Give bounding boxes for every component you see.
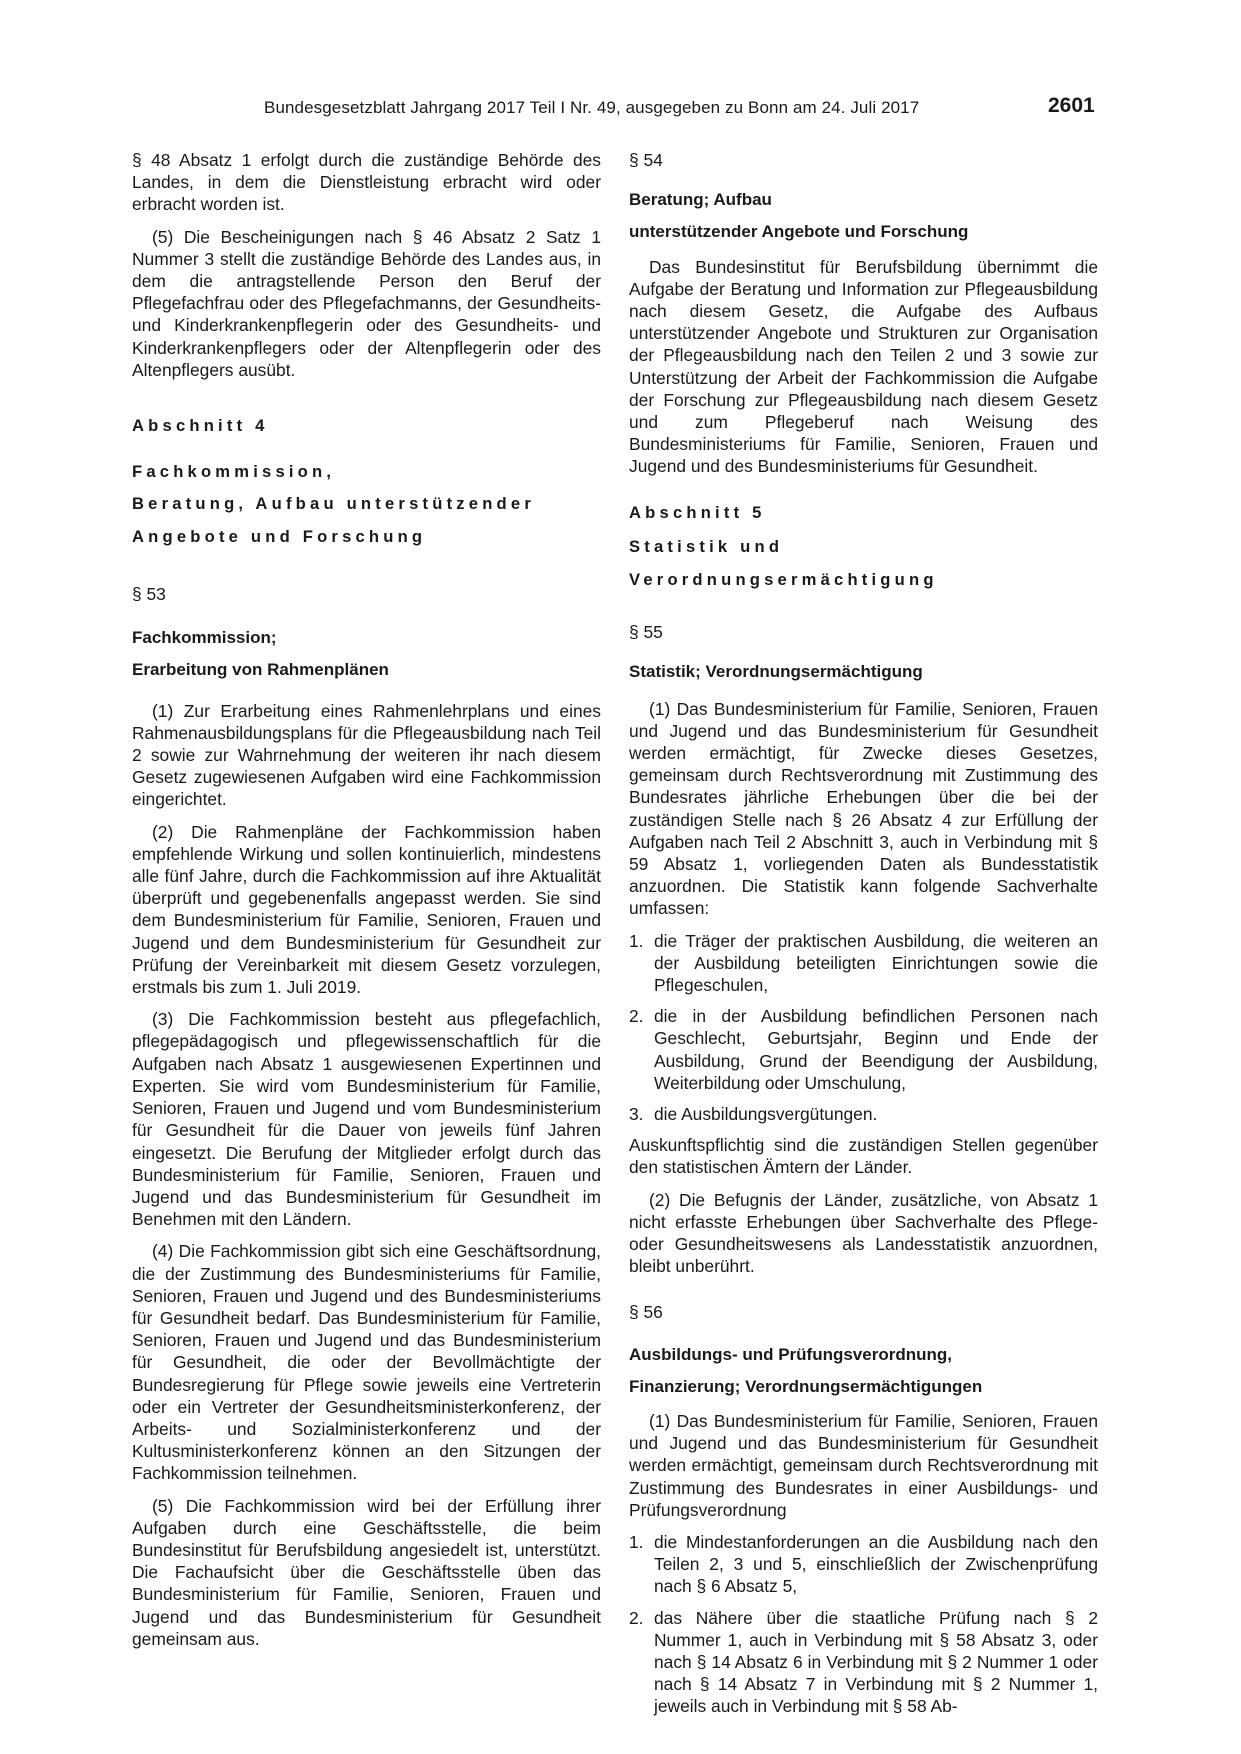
section-54-paragraph: Das Bundesinstitut für Berufsbildung übernimmt die Aufgabe der Beratung und Information zur Pflegeausbildung nach diesem Gesetz, die Aufgabe des Aufbaus unterstützender Angebote und Strukturen zur Organisation der Pflegeausbildung nach den Teilen 2 und 3 sowie zur Unterstützung der Arbeit der Fachkommission die Aufgabe der Forschung zur Pflegeausbildung nach diesem Gesetz und zum Pflegeberuf nach Weisung des Bundesministeriums für Familie, Senioren, Frauen und Jugend und des Bundesministeriums für Gesundheit. <box>629 256 1098 477</box>
section-55-number: § 55 <box>629 622 663 643</box>
list-item-text: die Ausbildungsvergütungen. <box>654 1104 878 1124</box>
abschnitt-5-title-line-2: Verordnungsermächtigung <box>629 569 938 589</box>
list-item <box>629 930 1098 997</box>
list-item <box>629 1607 1098 1718</box>
section-55-title: Statistik; Verordnungsermächtigung <box>629 662 923 682</box>
section-54-number: § 54 <box>629 150 663 170</box>
section-53-title-line-1: Fachkommission; <box>132 628 277 648</box>
left-column <box>132 149 601 1660</box>
section-56-paragraph-1: (1) Das Bundesministerium für Familie, Senioren, Frauen und Jugend und das Bundesministerium für Gesundheit werden ermächtigt, gemeinsam durch Rechtsverordnung mit Zustimmung des Bundesrates in einer Ausbildungs- und Prüfungsverordnung <box>629 1411 1098 1520</box>
gazette-title: Bundesgesetzblatt Jahrgang 2017 Teil I Nr. 49, ausgegeben zu Bonn am 24. Juli 2017 <box>264 98 920 117</box>
paragraph-s52-5: (5) Die Bescheinigungen nach § 46 Absatz 2 Satz 1 Nummer 3 stellt die zuständige Behörde des Landes aus, in dem die antragstellende Person den Beruf der Pflegefachfrau oder des Pflegefachmanns, der Gesundheits- und Kinderkrankenpflegerin oder des Gesundheits- und Kinderkrankenpflegers oder der Altenpflegerin oder des Altenpflegers ausübt. <box>132 226 601 380</box>
list-item <box>629 1005 1098 1094</box>
list-item <box>629 1531 1098 1598</box>
list-item-text: die Träger der praktischen Ausbildung, die weiteren an der Ausbildung beteiligten Einrichtungen sowie die Pflegeschulen, <box>654 930 1098 995</box>
abschnitt-5-title-line-1: Statistik und <box>629 537 784 557</box>
list-item-text: die in der Ausbildung befindlichen Personen nach Geschlecht, Geburtsjahr, Beginn und Ende der Ausbildung, Grund der Beendigung der Ausbildung, Weiterbildung oder Umschulung, <box>654 1006 1098 1093</box>
list-item-number: 2. <box>629 1006 644 1027</box>
section-54-title-line-2: unterstützender Angebote und Forschung <box>629 222 969 242</box>
section-55-paragraph-2: (2) Die Befugnis der Länder, zusätzliche, von Absatz 1 nicht erfasste Erhebungen über Sachverhalte des Pflege- oder Gesundheitswesens als Landesstatistik anzuordnen, bleibt unberührt. <box>629 1189 1098 1277</box>
section-56-list <box>629 1531 1098 1718</box>
list-item-text: die Mindestanforderungen an die Ausbildung nach den Teilen 2, 3 und 5, einschließlich der Zwischenprüfung nach § 6 Absatz 5, <box>654 1532 1098 1597</box>
paragraph-continuation: § 48 Absatz 1 erfolgt durch die zuständige Behörde des Landes, in dem die Dienstleistung erbracht wird oder erbracht worden ist. <box>132 150 601 215</box>
section-53-title-line-2: Erarbeitung von Rahmenplänen <box>132 660 389 680</box>
page-number: 2601 <box>1048 94 1095 117</box>
list-item-text: das Nähere über die staatliche Prüfung nach § 2 Nummer 1, auch in Verbindung mit § 58 Absatz 3, oder nach § 14 Absatz 6 in Verbindung mit § 2 Nummer 1 oder nach § 14 Absatz 7 in Verbindung mit § 2 Nummer 1, jeweils auch in Verbindung mit § 58 Ab- <box>654 1607 1098 1717</box>
section-55-after-list: Auskunftspflichtig sind die zuständigen Stellen gegenüber den statistischen Ämtern der Länder. <box>629 1135 1098 1178</box>
abschnitt-4-title-line-1: Fachkommission, <box>132 461 336 481</box>
section-56-number: § 56 <box>629 1302 663 1323</box>
list-item-number: 1. <box>629 930 644 951</box>
section-53-paragraph-4: (4) Die Fachkommission gibt sich eine Geschäftsordnung, die der Zustimmung des Bundesministeriums für Familie, Senioren, Frauen und Jugend und des Bundesministeriums für Gesundheit bedarf. Das Bundesministerium für Familie, Senioren, Frauen und Jugend und das Bundesministerium für Gesundheit, die oder der Bevollmächtigte der Bundesregierung für Pflege sowie jeweils eine Vertreterin oder ein Vertreter der Gesundheitsministerkonferenz, der Arbeits- und Sozialministerkonferenz und der Kultusministerkonferenz können an den Sitzungen der Fachkommission teilnehmen. <box>132 1241 601 1484</box>
list-item-number: 1. <box>629 1532 644 1553</box>
list-item-number: 2. <box>629 1607 644 1628</box>
section-53-number: § 53 <box>132 584 166 605</box>
abschnitt-4-title-line-2: Beratung, Aufbau unterstützender <box>132 494 535 514</box>
right-column <box>629 149 1098 1727</box>
abschnitt-5-label: Abschnitt 5 <box>629 502 766 522</box>
abschnitt-4-label: Abschnitt 4 <box>132 416 269 436</box>
section-53-paragraph-2: (2) Die Rahmenpläne der Fachkommission haben empfehlende Wirkung und sollen kontinuierlich, mindestens alle fünf Jahre, durch die Fachkommission auf ihre Aktualität überprüft und gegebenenfalls angepasst werden. Sie sind dem Bundesministerium für Familie, Senioren, Frauen und Jugend und dem Bundesministerium für Gesundheit zur Prüfung der Vereinbarkeit mit diesem Gesetz vorzulegen, erstmals bis zum 1. Juli 2019. <box>132 821 601 998</box>
section-56-title-line-2: Finanzierung; Verordnungsermächtigungen <box>629 1376 983 1396</box>
section-54-title-line-1: Beratung; Aufbau <box>629 190 772 210</box>
page-header <box>0 94 1241 128</box>
section-56-title-line-1: Ausbildungs- und Prüfungsverordnung, <box>629 1344 952 1364</box>
abschnitt-4-title-line-3: Angebote und Forschung <box>132 526 427 546</box>
list-item <box>629 1103 1098 1125</box>
section-55-paragraph-1: (1) Das Bundesministerium für Familie, Senioren, Frauen und Jugend und das Bundesministerium für Gesundheit werden ermächtigt, für Zwecke dieses Gesetzes, gemeinsam durch Rechtsverordnung mit Zustimmung des Bundesrates jährliche Erhebungen über die bei der zuständigen Stelle nach § 26 Absatz 4 zur Erfüllung der Aufgaben nach Teil 2 Abschnitt 3, auch in Verbindung mit § 59 Absatz 1, vorliegenden Daten als Bundesstatistik anzuordnen. Die Statistik kann folgende Sachverhalte umfassen: <box>629 698 1098 919</box>
section-53-paragraph-1: (1) Zur Erarbeitung eines Rahmenlehrplans und eines Rahmenausbildungsplans für die Pflegeausbildung nach Teil 2 sowie zur Wahrnehmung der weiteren ihr nach diesem Gesetz zugewiesenen Aufgaben wird eine Fachkommission eingerichtet. <box>132 700 601 810</box>
section-55-list <box>629 930 1098 1126</box>
section-53-paragraph-3: (3) Die Fachkommission besteht aus pflegefachlich, pflegepädagogisch und pflegewissenschaftlich für die Aufgaben nach Absatz 1 ausgewiesenen Expertinnen und Experten. Sie wird vom Bundesministerium für Familie, Senioren, Frauen und Jugend und vom Bundesministerium für Gesundheit für die Dauer von jeweils fünf Jahren eingesetzt. Die Berufung der Mitglieder erfolgt durch das Bundesministerium für Familie, Senioren, Frauen und Jugend und das Bundesministerium für Gesundheit im Benehmen mit den Ländern. <box>132 1009 601 1230</box>
section-53-paragraph-5: (5) Die Fachkommission wird bei der Erfüllung ihrer Aufgaben durch eine Geschäftsstelle, die beim Bundesinstitut für Berufsbildung angesiedelt ist, unterstützt. Die Fachaufsicht über die Geschäftsstelle üben das Bundesministerium für Familie, Senioren, Frauen und Jugend und das Bundesministerium für Gesundheit gemeinsam aus. <box>132 1495 601 1649</box>
list-item-number: 3. <box>629 1104 644 1124</box>
